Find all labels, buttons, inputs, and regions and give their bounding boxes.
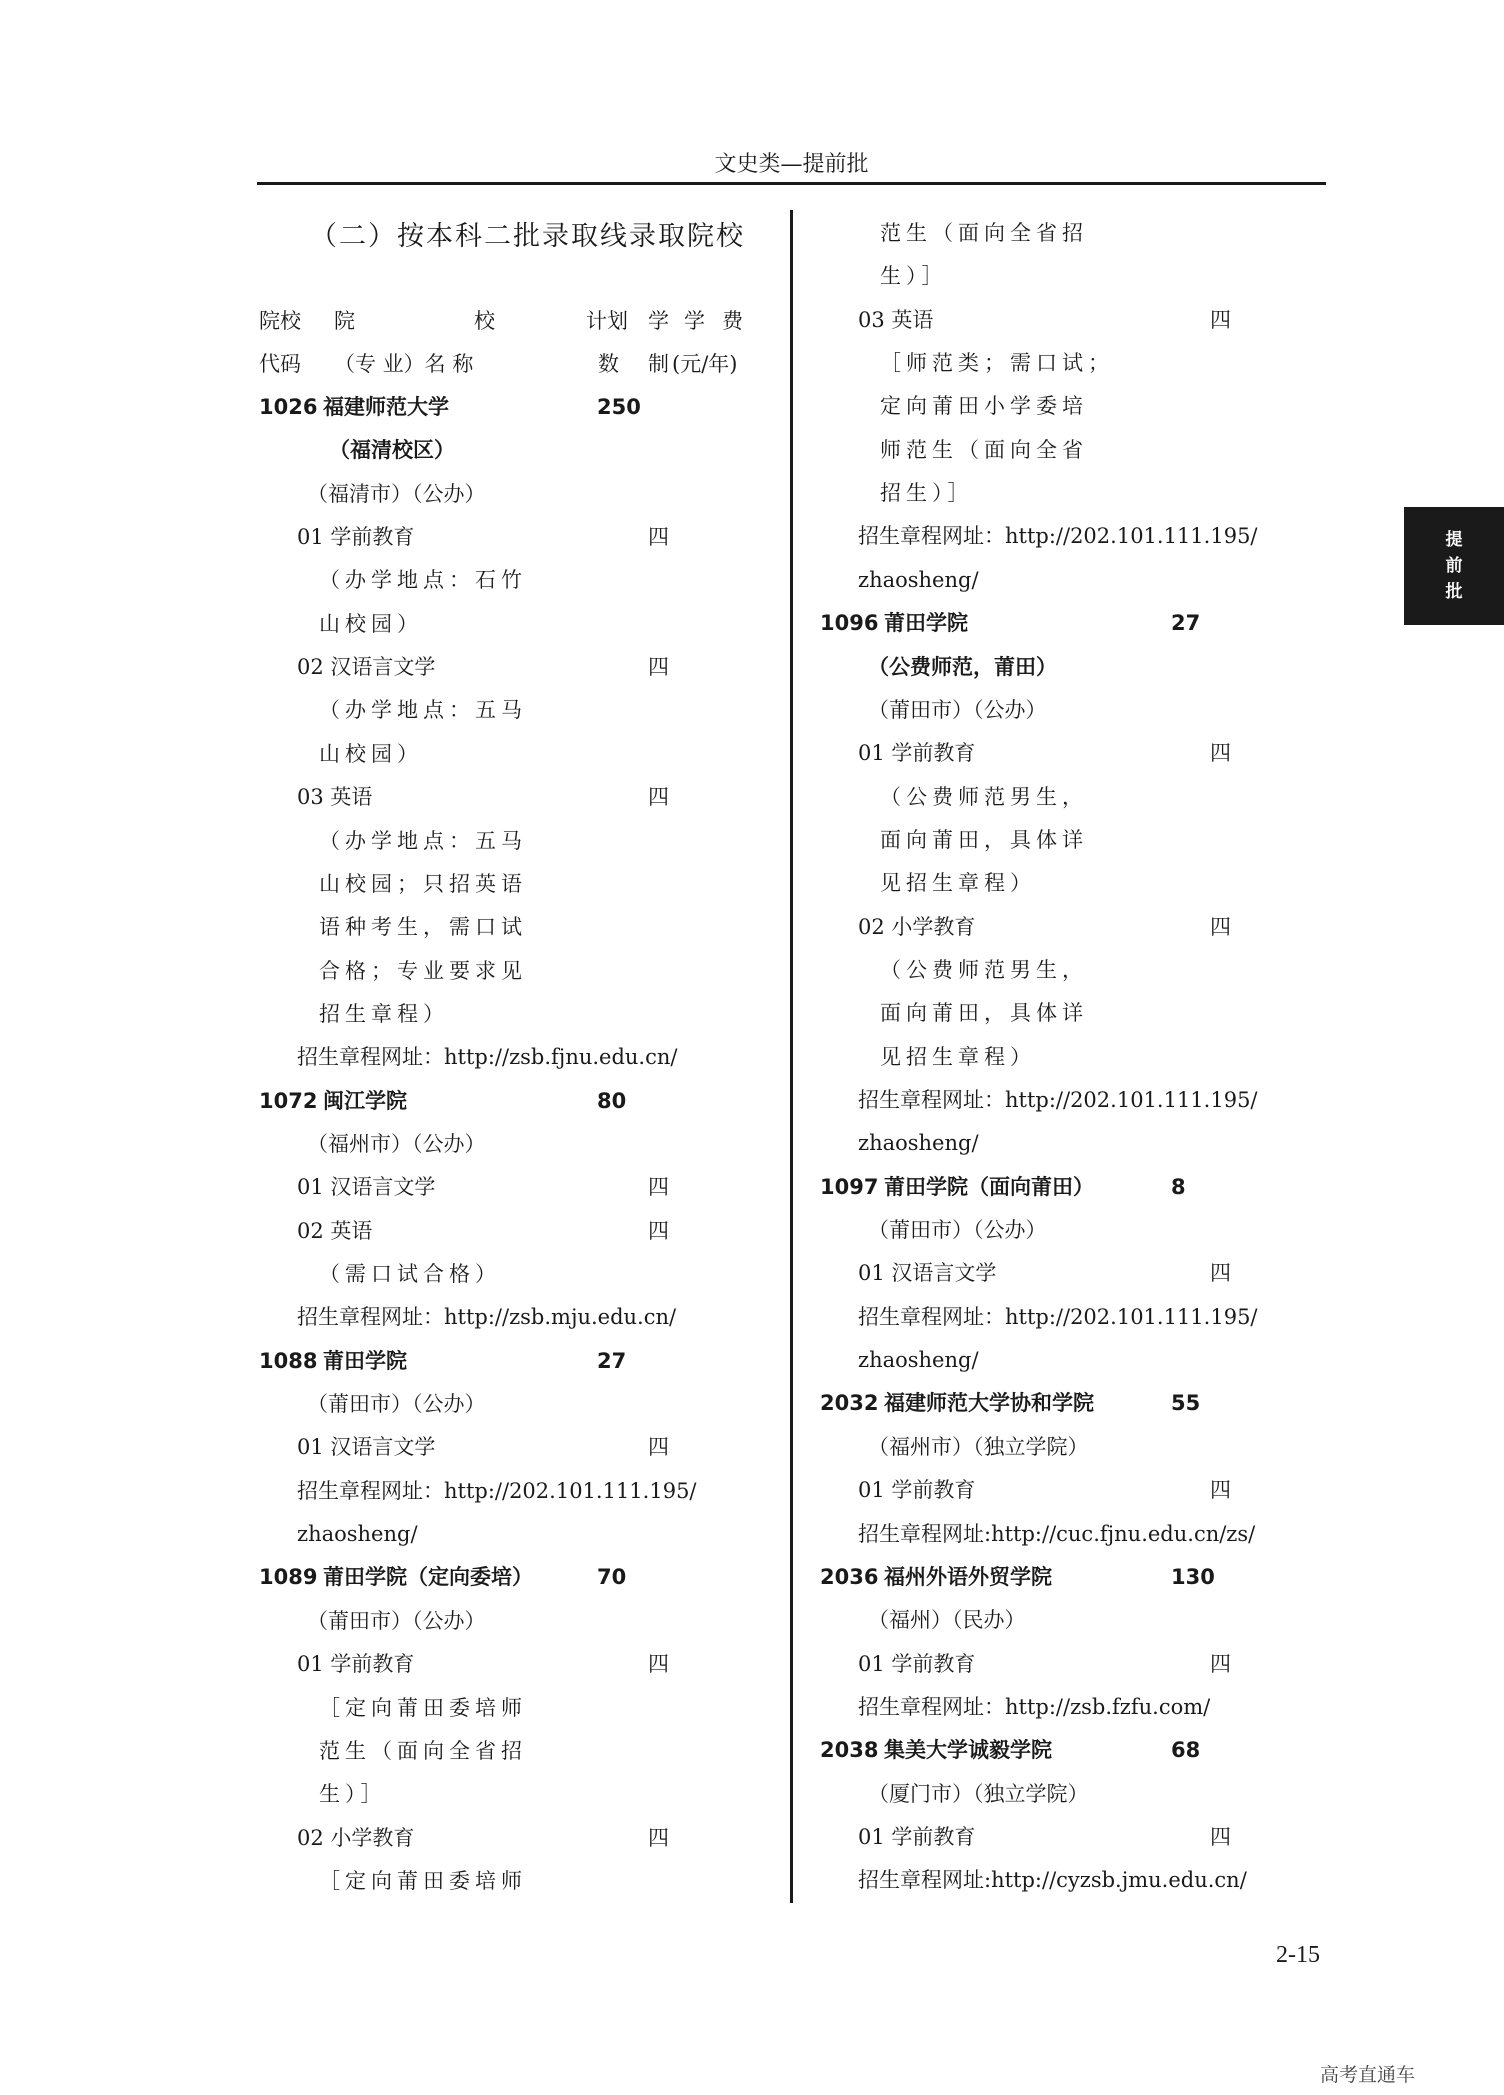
note-line: 定向莆田小学委培 [880, 394, 1088, 419]
school-location: （厦门市）（独立学院） [868, 1781, 1089, 1806]
major-name: 01 学前教育 [858, 1824, 976, 1849]
school-code: 2036 [820, 1564, 879, 1589]
header-fee-line1: 费 [722, 309, 743, 333]
school-code: 1026 [259, 395, 318, 419]
side-tab-char: 批 [1445, 582, 1463, 602]
note-line: 师范生（面向全省 [880, 437, 1088, 462]
school-subtitle: （福清校区） [329, 438, 455, 463]
school-location: （莆田市）（公办） [868, 697, 1047, 722]
school-location: （福州市）（公办） [307, 1131, 486, 1156]
column-divider [790, 210, 793, 1903]
note-line: （公费师范男生， [880, 957, 1088, 982]
major-name: 01 汉语言文学 [858, 1261, 997, 1286]
school-code: 1096 [820, 611, 879, 636]
school-name: 福州外语外贸学院 [884, 1564, 1052, 1589]
note-line: 招生）］ [880, 481, 974, 506]
section-title: （二）按本科二批录取线录取院校 [310, 221, 745, 252]
major-name: 01 学前教育 [297, 1652, 415, 1677]
note-line: 范生（面向全省招 [880, 221, 1088, 245]
header-name-line1b: 校 [474, 309, 495, 333]
school-code: 1097 [820, 1174, 879, 1199]
major-name: 03 英语 [858, 307, 934, 332]
school-name: 莆田学院（面向莆田） [884, 1174, 1094, 1199]
header-name-line2: （专 业）名 称 [334, 352, 474, 376]
school-plan-count: 80 [597, 1088, 627, 1113]
major-years: 四 [648, 1825, 669, 1850]
school-location: （福州）（民办） [868, 1608, 1026, 1633]
note-line: （办学地点：五马 [319, 698, 527, 723]
major-name: 01 学前教育 [858, 1651, 976, 1676]
note-line: 见招生章程） [880, 871, 1036, 896]
school-code: 1089 [259, 1565, 318, 1590]
school-plan-count: 70 [597, 1565, 627, 1590]
major-name: 01 汉语言文学 [297, 1435, 436, 1460]
note-line: 范生（面向全省招 [319, 1738, 527, 1763]
note-line: 山校园） [319, 611, 423, 636]
admission-url: 招生章程网址:http://cyzsb.jmu.edu.cn/ [858, 1868, 1247, 1893]
school-code: 2038 [820, 1738, 879, 1763]
admission-url: zhaosheng/ [297, 1522, 418, 1547]
school-location: （莆田市）（公办） [307, 1608, 486, 1633]
admission-url: zhaosheng/ [858, 567, 979, 592]
header-years-line1a: 学 [648, 309, 669, 333]
header-name-line1a: 院 [334, 309, 355, 333]
school-name: 莆田学院（定向委培） [323, 1565, 533, 1590]
major-name: 01 学前教育 [297, 525, 415, 550]
major-name: 02 汉语言文学 [297, 655, 436, 680]
major-years: 四 [648, 1175, 669, 1200]
school-location: （莆田市）（公办） [307, 1392, 486, 1417]
major-name: 01 学前教育 [858, 1478, 976, 1503]
school-name: 莆田学院 [884, 611, 968, 636]
school-code: 1088 [259, 1348, 318, 1373]
admission-url: 招生章程网址：http://202.101.111.195/ [297, 1478, 697, 1503]
major-years: 四 [648, 1218, 669, 1243]
school-plan-count: 27 [1171, 611, 1201, 636]
school-name: 福建师范大学协和学院 [884, 1391, 1094, 1416]
major-years: 四 [1210, 1824, 1231, 1849]
note-line: ［师范类；需口试； [880, 351, 1114, 376]
note-line: 合格；专业要求见 [319, 958, 527, 983]
note-line: 见招生章程） [880, 1044, 1036, 1069]
school-name: 福建师范大学 [323, 395, 449, 419]
page-number: 2-15 [1276, 1942, 1320, 1968]
header-rule [257, 182, 1326, 185]
major-name: 01 汉语言文学 [297, 1175, 436, 1200]
major-years: 四 [1210, 307, 1231, 332]
major-name: 03 英语 [297, 785, 373, 810]
admission-url: 招生章程网址：http://202.101.111.195/ [858, 1088, 1258, 1112]
header-years-line1b: 学 [684, 309, 705, 333]
admission-url: 招生章程网址：http://202.101.111.195/ [858, 524, 1258, 549]
school-name: 闽江学院 [323, 1088, 407, 1113]
school-code: 1072 [259, 1088, 318, 1113]
side-thumb-tab [1404, 507, 1504, 625]
admission-url: zhaosheng/ [858, 1131, 979, 1156]
note-line: （公费师范男生， [880, 784, 1088, 809]
school-plan-count: 130 [1171, 1564, 1215, 1589]
major-name: 01 学前教育 [858, 741, 976, 766]
note-line: 语种考生，需口试 [319, 915, 527, 940]
note-line: （办学地点：五马 [319, 828, 527, 853]
major-years: 四 [648, 1435, 669, 1460]
school-location: （莆田市）（公办） [868, 1218, 1047, 1243]
note-line: 招生章程） [319, 1001, 449, 1026]
school-plan-count: 250 [597, 395, 641, 419]
admission-url: 招生章程网址：http://202.101.111.195/ [858, 1304, 1258, 1329]
note-line: 面向莆田，具体详 [880, 827, 1088, 852]
school-plan-count: 55 [1171, 1391, 1201, 1416]
note-line: （办学地点：石竹 [319, 568, 527, 593]
running-header: 文史类—提前批 [714, 152, 869, 177]
header-fee-line2: (元/年) [672, 352, 738, 376]
major-years: 四 [648, 785, 669, 810]
note-line: 生）］ [319, 1782, 387, 1807]
school-plan-count: 27 [597, 1348, 627, 1373]
school-subtitle: （公费师范，莆田） [868, 654, 1057, 679]
major-years: 四 [1210, 1261, 1231, 1286]
admission-url: 招生章程网址：http://zsb.fjnu.edu.cn/ [297, 1045, 678, 1070]
major-years: 四 [1210, 1651, 1231, 1676]
note-line: （需口试合格） [319, 1262, 501, 1286]
note-line: ［定向莆田委培师 [319, 1695, 527, 1720]
watermark: 高考直通车 [1320, 2064, 1416, 2086]
major-years: 四 [1210, 914, 1231, 939]
school-name: 集美大学诚毅学院 [884, 1738, 1052, 1763]
side-tab-char: 前 [1445, 556, 1463, 576]
major-years: 四 [648, 525, 669, 550]
admission-url: 招生章程网址：http://zsb.fzfu.com/ [858, 1694, 1211, 1719]
admission-url: 招生章程网址:http://cuc.fjnu.edu.cn/zs/ [858, 1521, 1256, 1546]
note-line: 生）］ [880, 264, 948, 289]
note-line: 面向莆田，具体详 [880, 1001, 1088, 1026]
school-location: （福州市）（独立学院） [868, 1434, 1089, 1459]
admission-url: 招生章程网址：http://zsb.mju.edu.cn/ [297, 1305, 677, 1330]
side-tab-char: 提 [1445, 530, 1463, 550]
header-code-line2: 代码 [259, 352, 301, 376]
major-name: 02 英语 [297, 1218, 373, 1243]
school-code: 2032 [820, 1391, 879, 1416]
school-location: （福清市）（公办） [307, 481, 486, 506]
school-plan-count: 68 [1171, 1738, 1201, 1763]
school-name: 莆田学院 [323, 1348, 407, 1373]
header-plan-line1: 计划 [586, 309, 628, 333]
major-years: 四 [648, 1652, 669, 1677]
admission-url: zhaosheng/ [858, 1348, 979, 1373]
header-plan-line2: 数 [598, 352, 619, 376]
note-line: 山校园；只招英语 [319, 871, 527, 896]
major-years: 四 [1210, 1478, 1231, 1503]
school-plan-count: 8 [1171, 1174, 1186, 1199]
note-line: ［定向莆田委培师 [319, 1868, 527, 1893]
major-years: 四 [1210, 741, 1231, 766]
header-years-line2: 制 [648, 352, 669, 376]
major-years: 四 [648, 655, 669, 680]
major-name: 02 小学教育 [297, 1825, 415, 1850]
note-line: 山校园） [319, 741, 423, 766]
header-code-line1: 院校 [259, 309, 301, 333]
major-name: 02 小学教育 [858, 914, 976, 939]
